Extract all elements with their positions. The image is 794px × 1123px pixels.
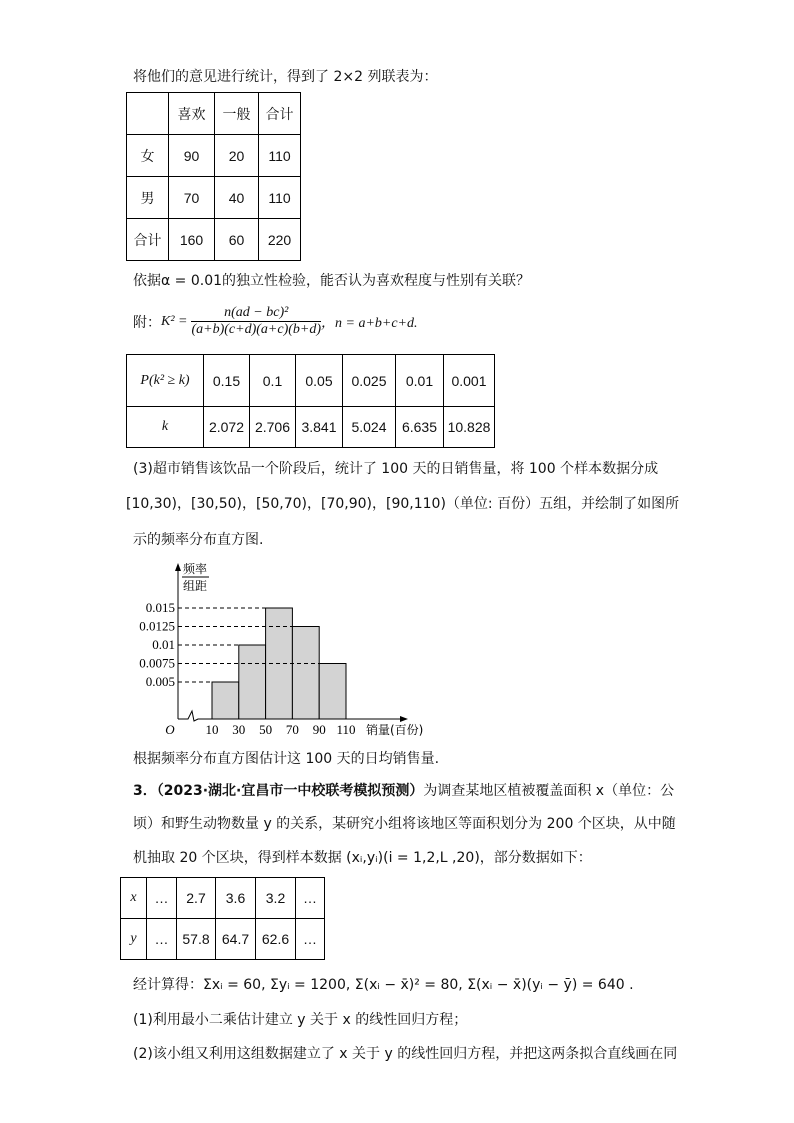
- problem3-line-1: 3．（2023·湖北·宜昌市一中校联考模拟预测）为调查某地区植被覆盖面积 x（单位：公: [133, 783, 675, 799]
- formula: 附： K² = $\frac{\text{n(ad − bc)²}}{(a+b)(c+d)(a+c)(b+d)}$ ，n = a+b+c+d.: [133, 305, 418, 337]
- histogram-bar: [292, 627, 319, 720]
- question-text: 依据α = 0.01的独立性检验，能否认为喜欢程度与性别有关联？: [133, 273, 531, 289]
- part3-line-2: [10,30)，[30,50)，[50,70)，[70,90)，[90,110)（单位: 百份）五组，并绘制了如图所: [126, 496, 680, 512]
- x-tick-label: 90: [312, 722, 326, 737]
- sample-data-table: x … 2.7 3.6 3.2 … y … 57.8 64.7 62.6 …: [120, 877, 325, 960]
- y-tick-label: 0.005: [145, 674, 175, 689]
- x-axis-label: 销量(百份): [366, 723, 424, 737]
- histogram: [120, 555, 440, 745]
- contingency-table: 喜欢 一般 合计 女 90 20 110 男 70 40 110 合计 160 60 220: [126, 92, 301, 261]
- part3-line-1: (3)超市销售该饮品一个阶段后，统计了 100 天的日销售量，将 100 个样本数据分成: [133, 461, 659, 477]
- histogram-bar: [239, 645, 266, 719]
- x-tick-label: 70: [285, 722, 299, 737]
- q2-text: (2)该小组又利用这组数据建立了 x 关于 y 的线性回归方程，并把这两条拟合直线画在同: [133, 1046, 678, 1062]
- y-tick-label: 0.0075: [139, 655, 175, 671]
- problem3-line-3: 机抽取 20 个区块，得到样本数据 (xᵢ,yᵢ)(i = 1,2,L ,20)，部分数据如下：: [133, 850, 592, 866]
- x-tick-label: 30: [232, 722, 246, 737]
- x-tick-label: 110: [336, 722, 356, 737]
- x-tick-label: 10: [205, 722, 219, 737]
- intro-text: 将他们的意见进行统计，得到了 2×2 列联表为：: [133, 69, 438, 85]
- part3-line-3: 示的频率分布直方图.: [133, 532, 264, 548]
- y-tick-label: 0.0125: [139, 618, 175, 634]
- origin-label: O: [165, 722, 175, 737]
- x-tick-label: 50: [259, 722, 273, 737]
- y-axis-label-bottom: 组距: [183, 579, 208, 593]
- fraction: $\frac{\text{n(ad − bc)²}}{(a+b)(c+d)(a+c)(b+d)}$: [191, 305, 321, 337]
- critical-value-table: P(k² ≥ k) 0.15 0.1 0.05 0.025 0.01 0.001 k 2.072 2.706 3.841 5.024 6.635 10.828: [126, 354, 495, 448]
- y-tick-label: 0.01: [152, 637, 175, 652]
- problem3-line-2: 顷）和野生动物数量 y 的关系，某研究小组将该地区等面积划分为 200 个区块，从中随: [133, 816, 676, 832]
- q1-text: (1)利用最小二乘估计建立 y 关于 x 的线性回归方程；: [133, 1012, 468, 1028]
- sums-text: 经计算得：Σxᵢ = 60, Σyᵢ = 1200, Σ(xᵢ − x̄)² = 80, Σ(xᵢ − x̄)(yᵢ − ȳ) = 640 .: [133, 977, 634, 993]
- y-axis-label-top: 频率: [183, 562, 208, 576]
- histogram-bar: [319, 664, 346, 720]
- y-tick-label: 0.015: [145, 600, 175, 615]
- part3-question: 根据频率分布直方图估计这 100 天的日均销售量.: [133, 751, 440, 767]
- y-axis-arrow: [175, 563, 181, 571]
- histogram-bar: [212, 682, 239, 719]
- x-axis-arrow: [400, 716, 408, 722]
